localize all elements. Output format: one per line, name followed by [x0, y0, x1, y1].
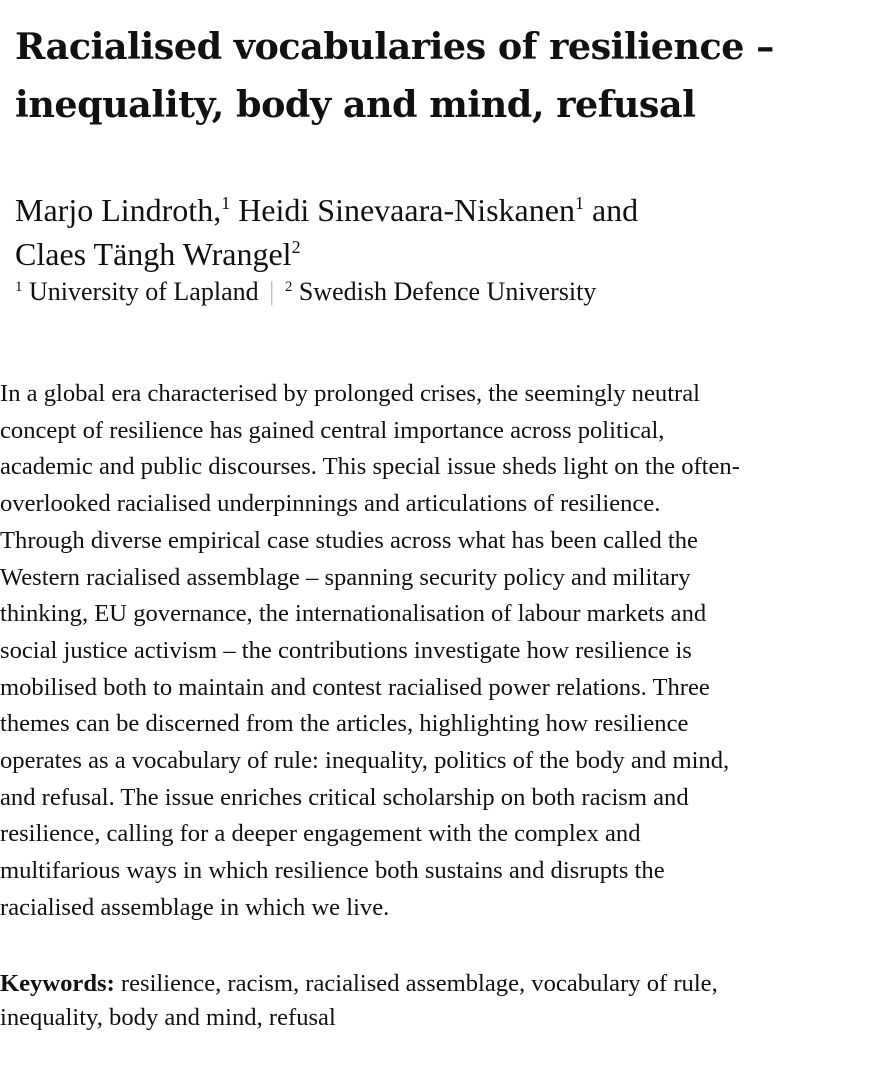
- affiliation-marker: 1: [15, 279, 23, 295]
- title-line-2: inequality, body and mind, refusal: [15, 83, 696, 126]
- affiliation-marker: 1: [574, 193, 584, 213]
- abstract-line: Western racialised assemblage – spanning security policy and military: [0, 563, 691, 591]
- keywords-text: resilience, racism, racialised assemblage, vocabulary of rule,: [114, 970, 718, 997]
- title-line-1: Racialised vocabularies of resilience –: [15, 25, 774, 68]
- author-name: Heidi Sinevaara-Niskanen: [238, 192, 575, 228]
- affiliation-marker: 2: [291, 237, 301, 257]
- abstract-line: mobilised both to maintain and contest racialised power relations. Three: [0, 673, 710, 701]
- abstract: [0, 376, 858, 927]
- abstract-line: academic and public discourses. This special issue sheds light on the often-: [0, 453, 740, 481]
- abstract-line: thinking, EU governance, the internationalisation of labour markets and: [0, 600, 707, 628]
- abstract-line: overlooked racialised underpinnings and articulations of resilience.: [0, 490, 661, 518]
- abstract-line: In a global era characterised by prolonged crises, the seemingly neutral: [0, 380, 700, 407]
- abstract-line: racialised assemblage in which we live.: [0, 893, 390, 921]
- author-list: [15, 188, 875, 276]
- author-joiner: and: [583, 192, 639, 228]
- affiliation-name: Swedish Defence University: [298, 277, 597, 306]
- abstract-line: operates as a vocabulary of rule: inequality, politics of the body and mind,: [0, 747, 730, 775]
- affiliation-separator: |: [269, 277, 275, 306]
- abstract-line: Through diverse empirical case studies across what has been called the: [0, 526, 698, 554]
- affiliation-name: University of Lapland: [29, 277, 259, 306]
- affiliation-marker: 1: [221, 193, 231, 213]
- keywords-label: Keywords:: [0, 970, 115, 997]
- abstract-line: themes can be discerned from the articles, highlighting how resilience: [0, 710, 689, 738]
- paper-title: [15, 18, 875, 134]
- abstract-line: social justice activism – the contributions investigate how resilience is: [0, 636, 692, 664]
- affiliation-list: [15, 276, 875, 308]
- author-joiner: ,: [213, 192, 222, 228]
- abstract-line: multifarious ways in which resilience both sustains and disrupts the: [0, 857, 665, 885]
- abstract-line: and refusal. The issue enriches critical scholarship on both racism and: [0, 783, 689, 811]
- keywords-line-1: [0, 967, 858, 1001]
- abstract-line: resilience, calling for a deeper engagement with the complex and: [0, 820, 641, 848]
- abstract-line: concept of resilience has gained central importance across political,: [0, 416, 665, 444]
- author-name: Marjo Lindroth: [15, 192, 214, 228]
- keywords: [0, 967, 858, 1035]
- affiliation-marker: 2: [284, 279, 293, 295]
- author-name: Claes Tängh Wrangel: [15, 236, 292, 272]
- keywords-line-2: inequality, body and mind, refusal: [0, 1004, 336, 1031]
- paper-header: [15, 18, 875, 308]
